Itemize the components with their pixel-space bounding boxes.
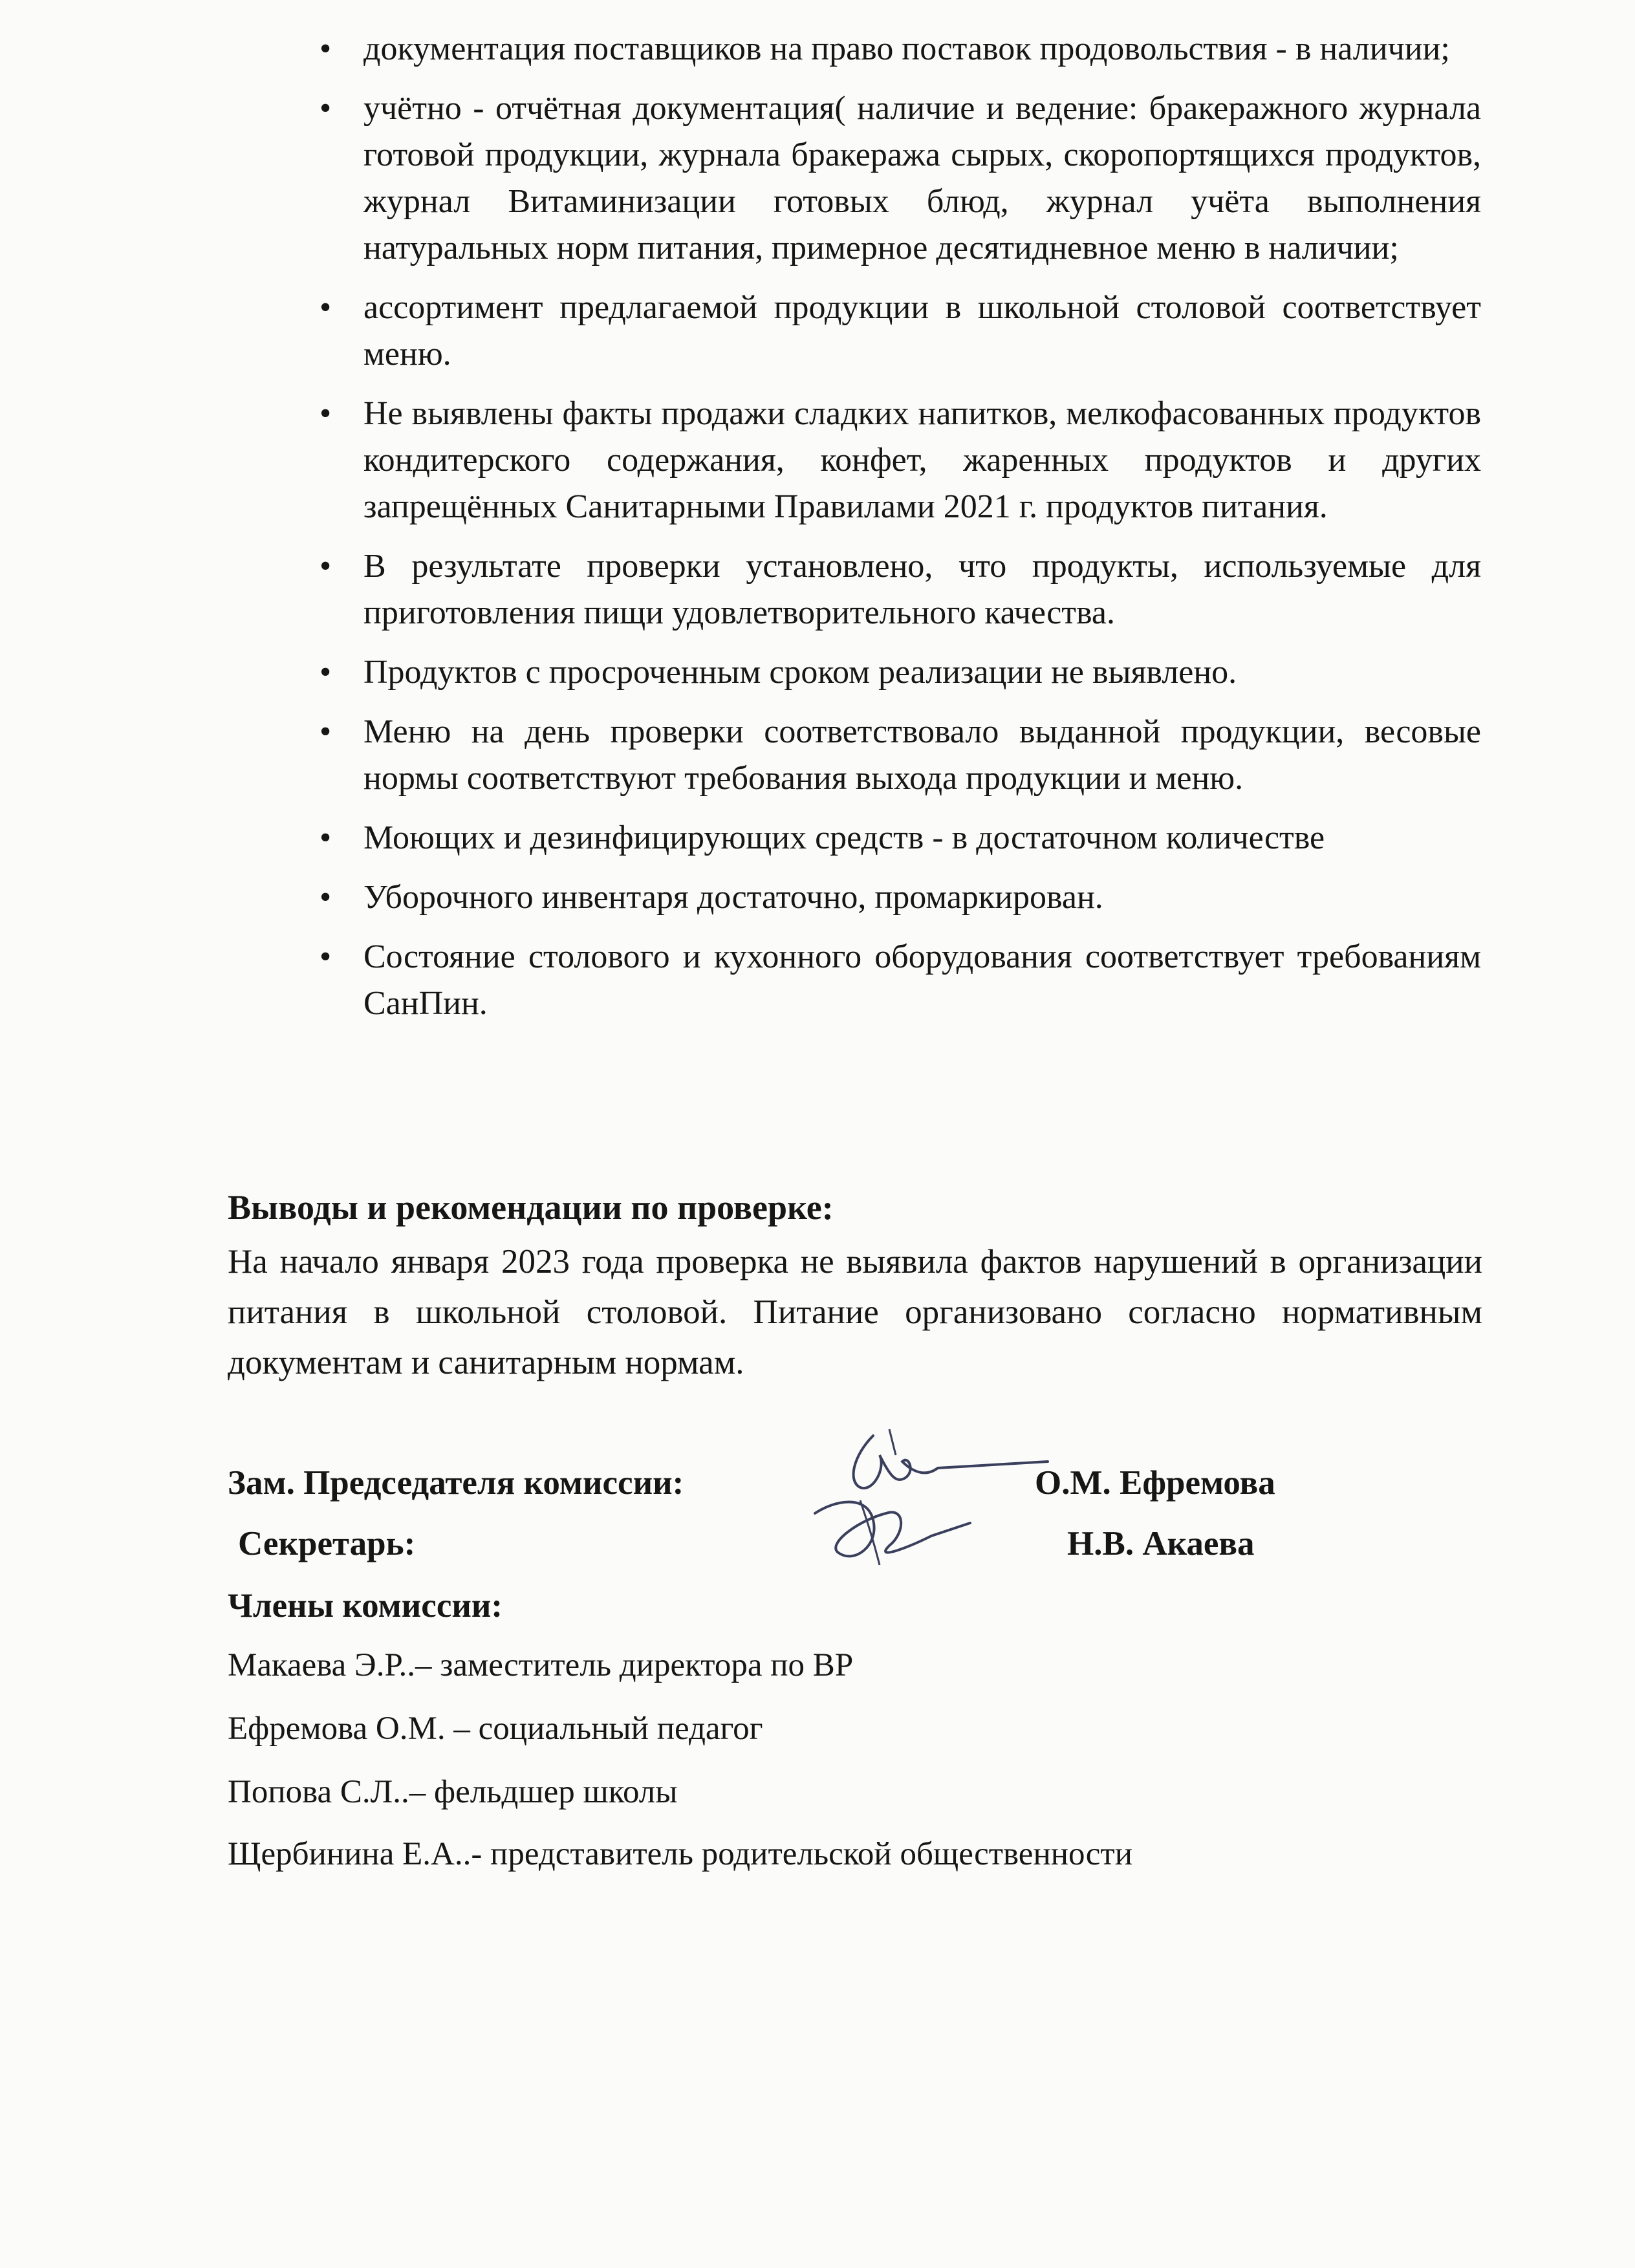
commission-members-heading: Члены комиссии: xyxy=(228,1587,503,1625)
list-item: • Уборочного инвентаря достаточно, промаркирован. xyxy=(304,874,1481,921)
list-item: • учётно - отчётная документация( наличие и ведение: бракеражного журнала готовой продукции, журнала бракеража сырых, скоропортящихся продуктов, журнал Витаминизации готовых блюд, журнал учёта выполнения натуральных норм питания, примерное десятидневное меню в наличии; xyxy=(304,85,1481,272)
deputy-role: Зам. Председателя комиссии: xyxy=(228,1464,684,1502)
inspection-results-list xyxy=(304,26,1481,1040)
handwritten-signature xyxy=(776,1416,1138,1571)
commission-member: Попова С.Л..– фельдшер школы xyxy=(228,1774,678,1810)
list-item: • Продуктов с просроченным сроком реализации не выявлено. xyxy=(304,649,1481,696)
commission-member: Щербинина Е.А..- представитель родительской общественности xyxy=(228,1836,1133,1872)
deputy-name: О.М. Ефремова xyxy=(1035,1464,1275,1502)
secretary-name: Н.В. Акаева xyxy=(1067,1525,1255,1562)
list-item: • Состояние столового и кухонного оборудования соответствует требованиям СанПин. xyxy=(304,934,1481,1027)
list-item: • Меню на день проверки соответствовало выданной продукции, весовые нормы соответствуют требования выхода продукции и меню. xyxy=(304,709,1481,802)
list-item: • В результате проверки установлено, что продукты, используемые для приготовления пищи удовлетворительного качества. xyxy=(304,543,1481,636)
list-item: • Моющих и дезинфицирующих средств - в достаточном количестве xyxy=(304,815,1481,861)
conclusion-text: На начало января 2023 года проверка не выявила фактов нарушений в организации питания в школьной столовой. Питание организовано согласно нормативным документам и санитарным нормам. xyxy=(228,1243,1482,1381)
commission-member: Макаева Э.Р..– заместитель директора по ВР xyxy=(228,1647,854,1683)
conclusion-heading: Выводы и рекомендации по проверке: xyxy=(228,1188,834,1227)
list-item: • Не выявлены факты продажи сладких напитков, мелкофасованных продуктов кондитерского содержания, конфет, жаренных продуктов и других запрещённых Санитарными Правилами 2021 г. продуктов питания. xyxy=(304,391,1481,530)
list-item: • документация поставщиков на право поставок продовольствия - в наличии; xyxy=(304,26,1481,72)
list-item: • ассортимент предлагаемой продукции в школьной столовой соответствует меню. xyxy=(304,285,1481,378)
secretary-role: Секретарь: xyxy=(238,1525,416,1562)
commission-member: Ефремова О.М. – социальный педагог xyxy=(228,1711,763,1747)
